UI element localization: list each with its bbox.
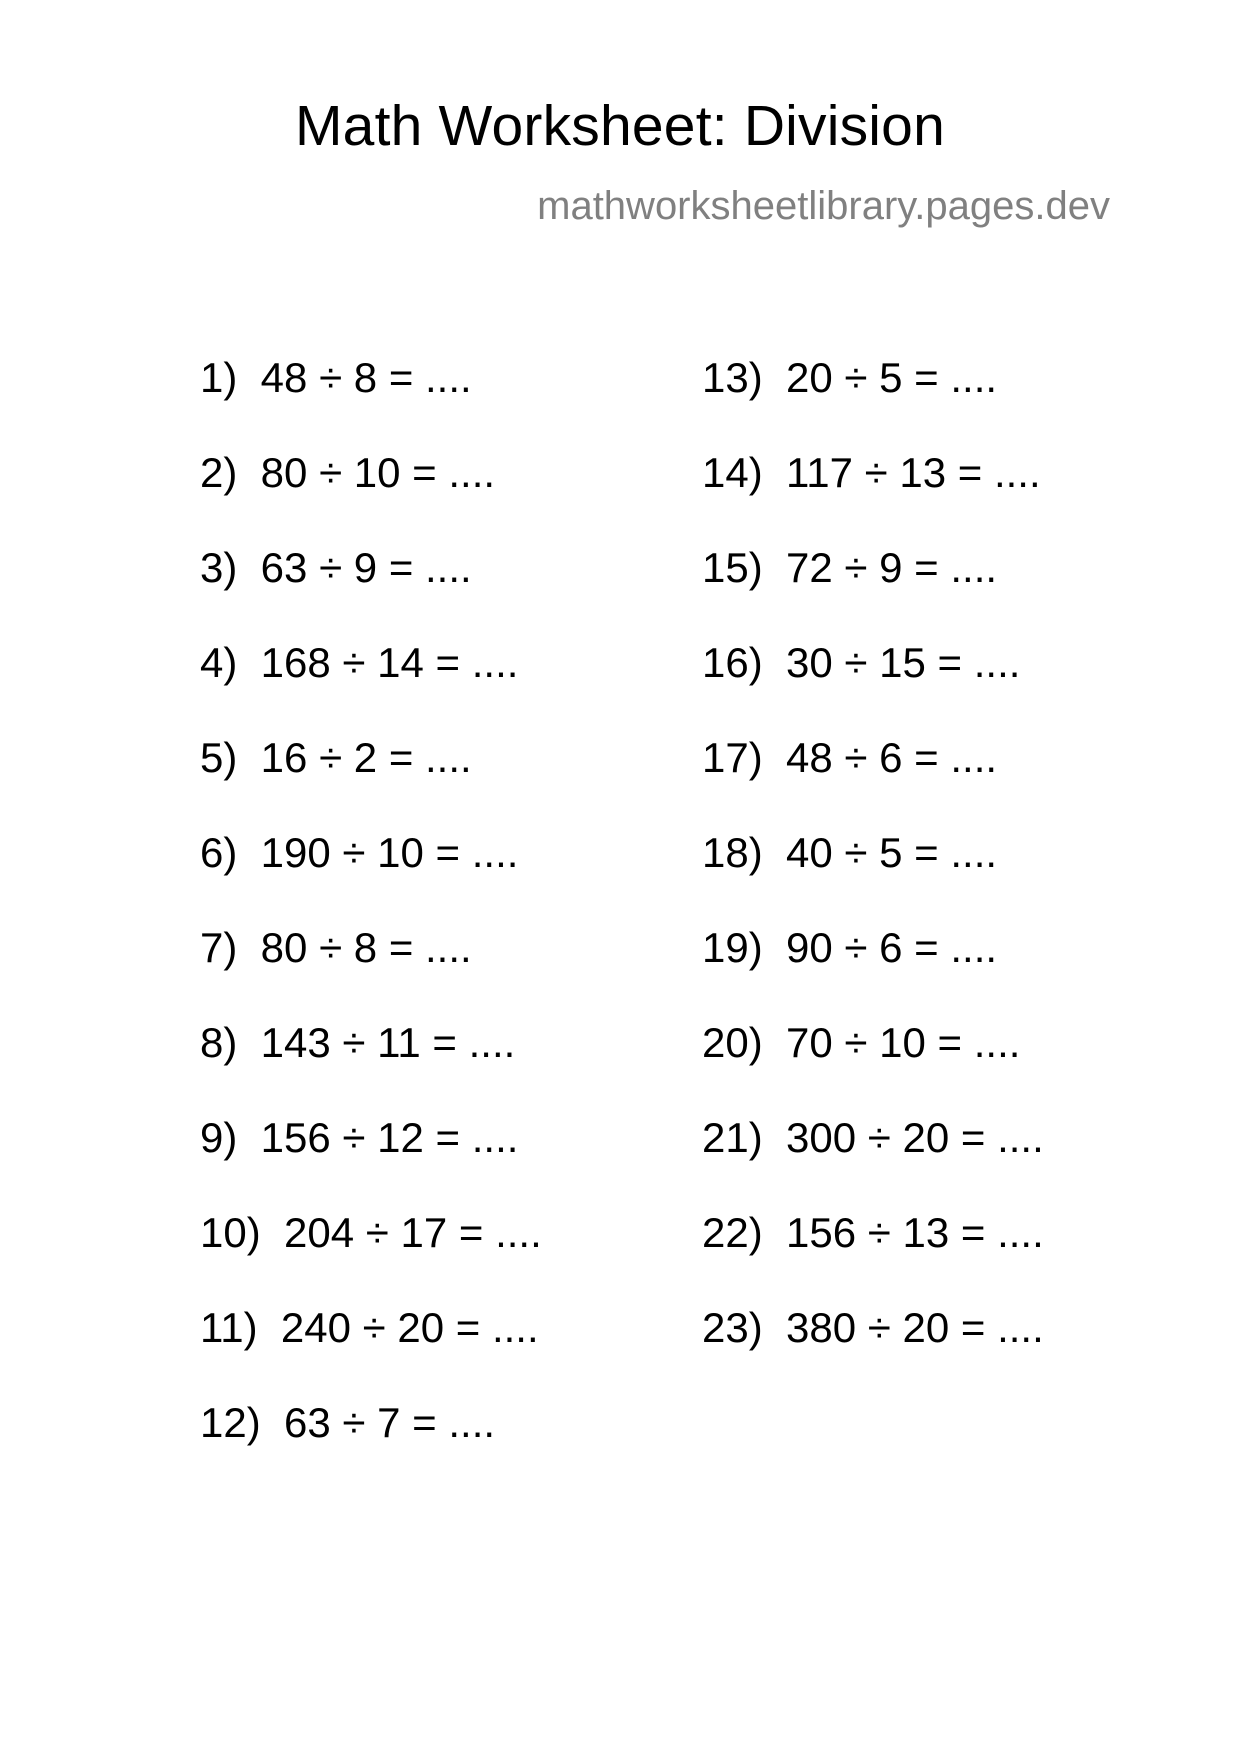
problem-11: 11) 240 ÷ 20 = .... — [200, 1304, 539, 1351]
problem-14: 14) 117 ÷ 13 = .... — [702, 449, 1041, 496]
problem-2: 2) 80 ÷ 10 = .... — [200, 449, 496, 496]
problem-19: 19) 90 ÷ 6 = .... — [702, 924, 998, 971]
worksheet-title: Math Worksheet: Division — [295, 94, 945, 158]
problem-12: 12) 63 ÷ 7 = .... — [200, 1399, 496, 1446]
problem-20: 20) 70 ÷ 10 = .... — [702, 1019, 1021, 1066]
problem-15: 15) 72 ÷ 9 = .... — [702, 544, 998, 591]
problem-13: 13) 20 ÷ 5 = .... — [702, 354, 998, 401]
problem-9: 9) 156 ÷ 12 = .... — [200, 1114, 519, 1161]
problem-1: 1) 48 ÷ 8 = .... — [200, 354, 472, 401]
problem-16: 16) 30 ÷ 15 = .... — [702, 639, 1021, 686]
problem-23: 23) 380 ÷ 20 = .... — [702, 1304, 1044, 1351]
source-url: mathworksheetlibrary.pages.dev — [537, 184, 1110, 228]
problem-3: 3) 63 ÷ 9 = .... — [200, 544, 472, 591]
problem-18: 18) 40 ÷ 5 = .... — [702, 829, 998, 876]
problem-10: 10) 204 ÷ 17 = .... — [200, 1209, 542, 1256]
problem-8: 8) 143 ÷ 11 = .... — [200, 1019, 516, 1066]
problem-22: 22) 156 ÷ 13 = .... — [702, 1209, 1044, 1256]
problem-21: 21) 300 ÷ 20 = .... — [702, 1114, 1044, 1161]
problem-6: 6) 190 ÷ 10 = .... — [200, 829, 519, 876]
problem-4: 4) 168 ÷ 14 = .... — [200, 639, 519, 686]
problem-5: 5) 16 ÷ 2 = .... — [200, 734, 472, 781]
problem-17: 17) 48 ÷ 6 = .... — [702, 734, 998, 781]
problem-7: 7) 80 ÷ 8 = .... — [200, 924, 472, 971]
